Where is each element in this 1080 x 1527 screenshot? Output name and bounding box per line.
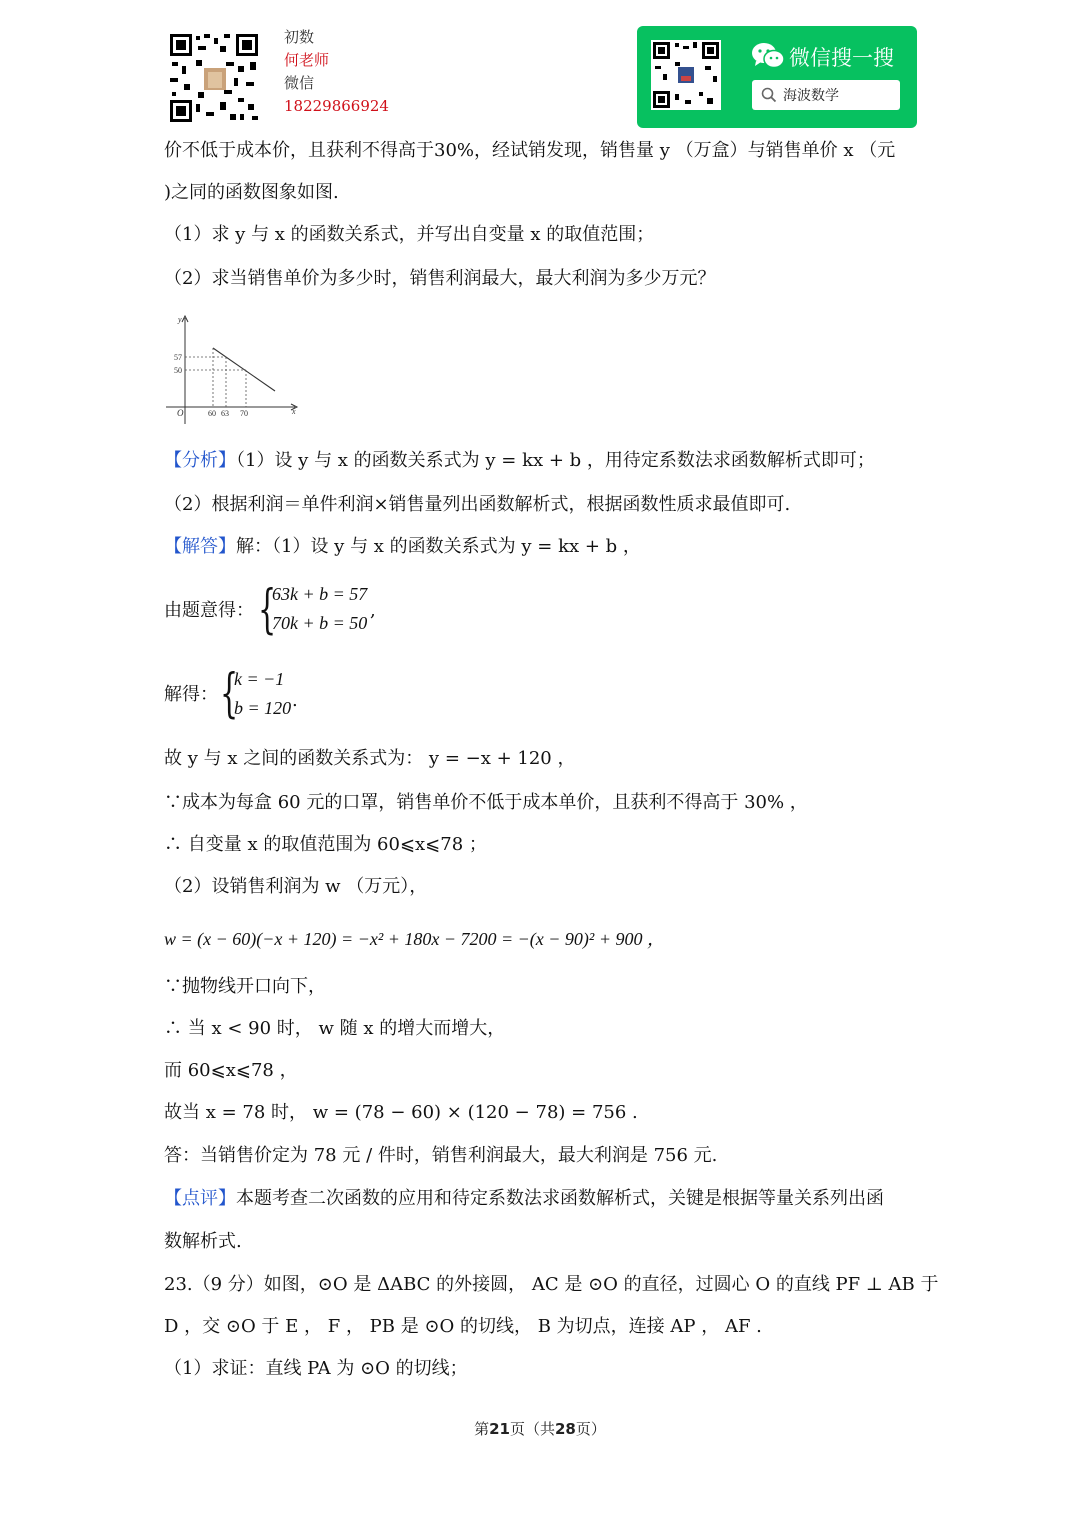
- teacher-line-wechat: 微信: [284, 74, 315, 92]
- text-line-3: （1）求 y 与 x 的函数关系式，并写出自变量 x 的取值范围；: [164, 224, 655, 245]
- system-1-eq-2: 70k + b = 50: [272, 613, 368, 633]
- text-line-4: （2）求当销售单价为多少时，销售利润最大，最大利润为多少万元？: [164, 268, 716, 289]
- answer-line-9: 而 60⩽x⩽78 ，: [164, 1060, 298, 1081]
- graph-line: [213, 348, 275, 391]
- graph-x-tick-70: 70: [240, 409, 248, 418]
- analysis-line-1: [164, 448, 875, 474]
- qr-code-right: [651, 40, 721, 110]
- graph-x-label: x: [292, 407, 296, 416]
- analysis-line-2: （2）根据利润＝单件利润×销售量列出函数解析式，根据函数性质求最值即可.: [164, 494, 791, 515]
- answer-line-4: ∴ 自变量 x 的取值范围为 60⩽x⩽78 ；: [164, 834, 487, 855]
- qr-code-left: [168, 32, 260, 124]
- wechat-logo-icon: [751, 42, 785, 70]
- graph-x-tick-63: 63: [221, 409, 229, 418]
- footer-prefix: 第: [474, 1420, 490, 1438]
- teacher-line-subject: 初数: [284, 28, 315, 46]
- analysis-text-1: （1）设 y 与 x 的函数关系式为 y = kx + b ，用待定系数法求函数解析式即可；: [236, 450, 875, 471]
- system-1-comma: ,: [370, 600, 376, 621]
- wechat-search-card: [637, 26, 917, 128]
- footer-page-number: 21: [489, 1420, 510, 1438]
- comment-tag: 【点评】: [164, 1188, 236, 1209]
- answer-line-8: ∴ 当 x < 90 时， w 随 x 的增大而增大，: [164, 1018, 506, 1039]
- graph-x-tick-60: 60: [208, 409, 216, 418]
- system-1-eq-1: 63k + b = 57: [272, 584, 368, 604]
- answer-line-1: [164, 534, 641, 560]
- answer-line-10: 故当 x = 78 时， w = (78 − 60) × (120 − 78) = 756 .: [164, 1102, 638, 1123]
- wechat-search-text: 海波数学: [783, 88, 839, 104]
- system-2-brace: {: [220, 664, 239, 724]
- comment-line-2: 数解析式.: [164, 1231, 242, 1252]
- problem-23-line-2: D ，交 ⊙O 于 E ， F ， PB 是 ⊙O 的切线， B 为切点，连接 AP ， AF .: [164, 1316, 762, 1337]
- answer-line-2: 故 y 与 x 之间的函数关系式为： y = −x + 120 ，: [164, 748, 576, 769]
- teacher-info: [284, 26, 389, 118]
- system-1-label: 由题意得：: [164, 600, 254, 621]
- problem-23-line-3: （1）求证：直线 PA 为 ⊙O 的切线；: [164, 1358, 468, 1379]
- teacher-line-name: 何老师: [284, 51, 330, 69]
- graph-y-tick-50: 50: [174, 366, 182, 375]
- footer-suffix: 页）: [575, 1420, 606, 1438]
- function-graph: [160, 312, 305, 430]
- comment-line-1: [164, 1186, 884, 1212]
- answer-line-11: 答：当销售价定为 78 元 / 件时，销售利润最大，最大利润是 756 元.: [164, 1145, 718, 1166]
- answer-tag: 【解答】: [164, 536, 236, 557]
- wechat-search-box[interactable]: [752, 80, 900, 110]
- analysis-tag: 【分析】: [164, 450, 236, 471]
- system-2-eq-2: b = 120: [234, 698, 292, 718]
- answer-line-7: ∵抛物线开口向下，: [164, 976, 326, 997]
- comment-text-1: 本题考查二次函数的应用和待定系数法求函数解析式，关键是根据等量关系列出函: [236, 1188, 884, 1209]
- search-icon: [761, 87, 777, 103]
- system-2-label: 解得：: [164, 684, 218, 705]
- wechat-title: 微信搜一搜: [789, 46, 894, 70]
- problem-23-line-1: 23.（9 分）如图，⊙O 是 ΔABC 的外接圆， AC 是 ⊙O 的直径，过圆心 O 的直线 PF ⊥ AB 于: [164, 1274, 939, 1295]
- footer-total-pages: 28: [555, 1420, 576, 1438]
- text-line-2: )之同的函数图象如图.: [164, 182, 339, 203]
- answer-line-3: ∵成本为每盒 60 元的口罩，销售单价不低于成本单价，且获利不得高于 30% ，: [164, 792, 808, 813]
- system-2-period: .: [292, 690, 298, 711]
- answer-text-1: 解：（1）设 y 与 x 的函数关系式为 y = kx + b ，: [236, 536, 641, 557]
- system-1-brace: {: [258, 580, 277, 640]
- page-footer: [0, 1418, 1080, 1439]
- graph-origin-label: O: [177, 408, 184, 418]
- footer-mid: 页（共: [509, 1420, 555, 1438]
- graph-y-tick-57: 57: [174, 353, 182, 362]
- answer-line-6: w = (x − 60)(−x + 120) = −x² + 180x − 7200 = −(x − 90)² + 900 ，: [164, 929, 665, 949]
- answer-line-5: （2）设销售利润为 w （万元），: [164, 876, 428, 897]
- system-2-eq-1: k = −1: [234, 669, 285, 689]
- teacher-line-phone: 18229866924: [284, 97, 389, 115]
- graph-y-label: y: [178, 315, 182, 324]
- text-line-1: 价不低于成本价，且获利不得高于30%，经试销发现，销售量 y （万盒）与销售单价 x （元: [164, 140, 896, 161]
